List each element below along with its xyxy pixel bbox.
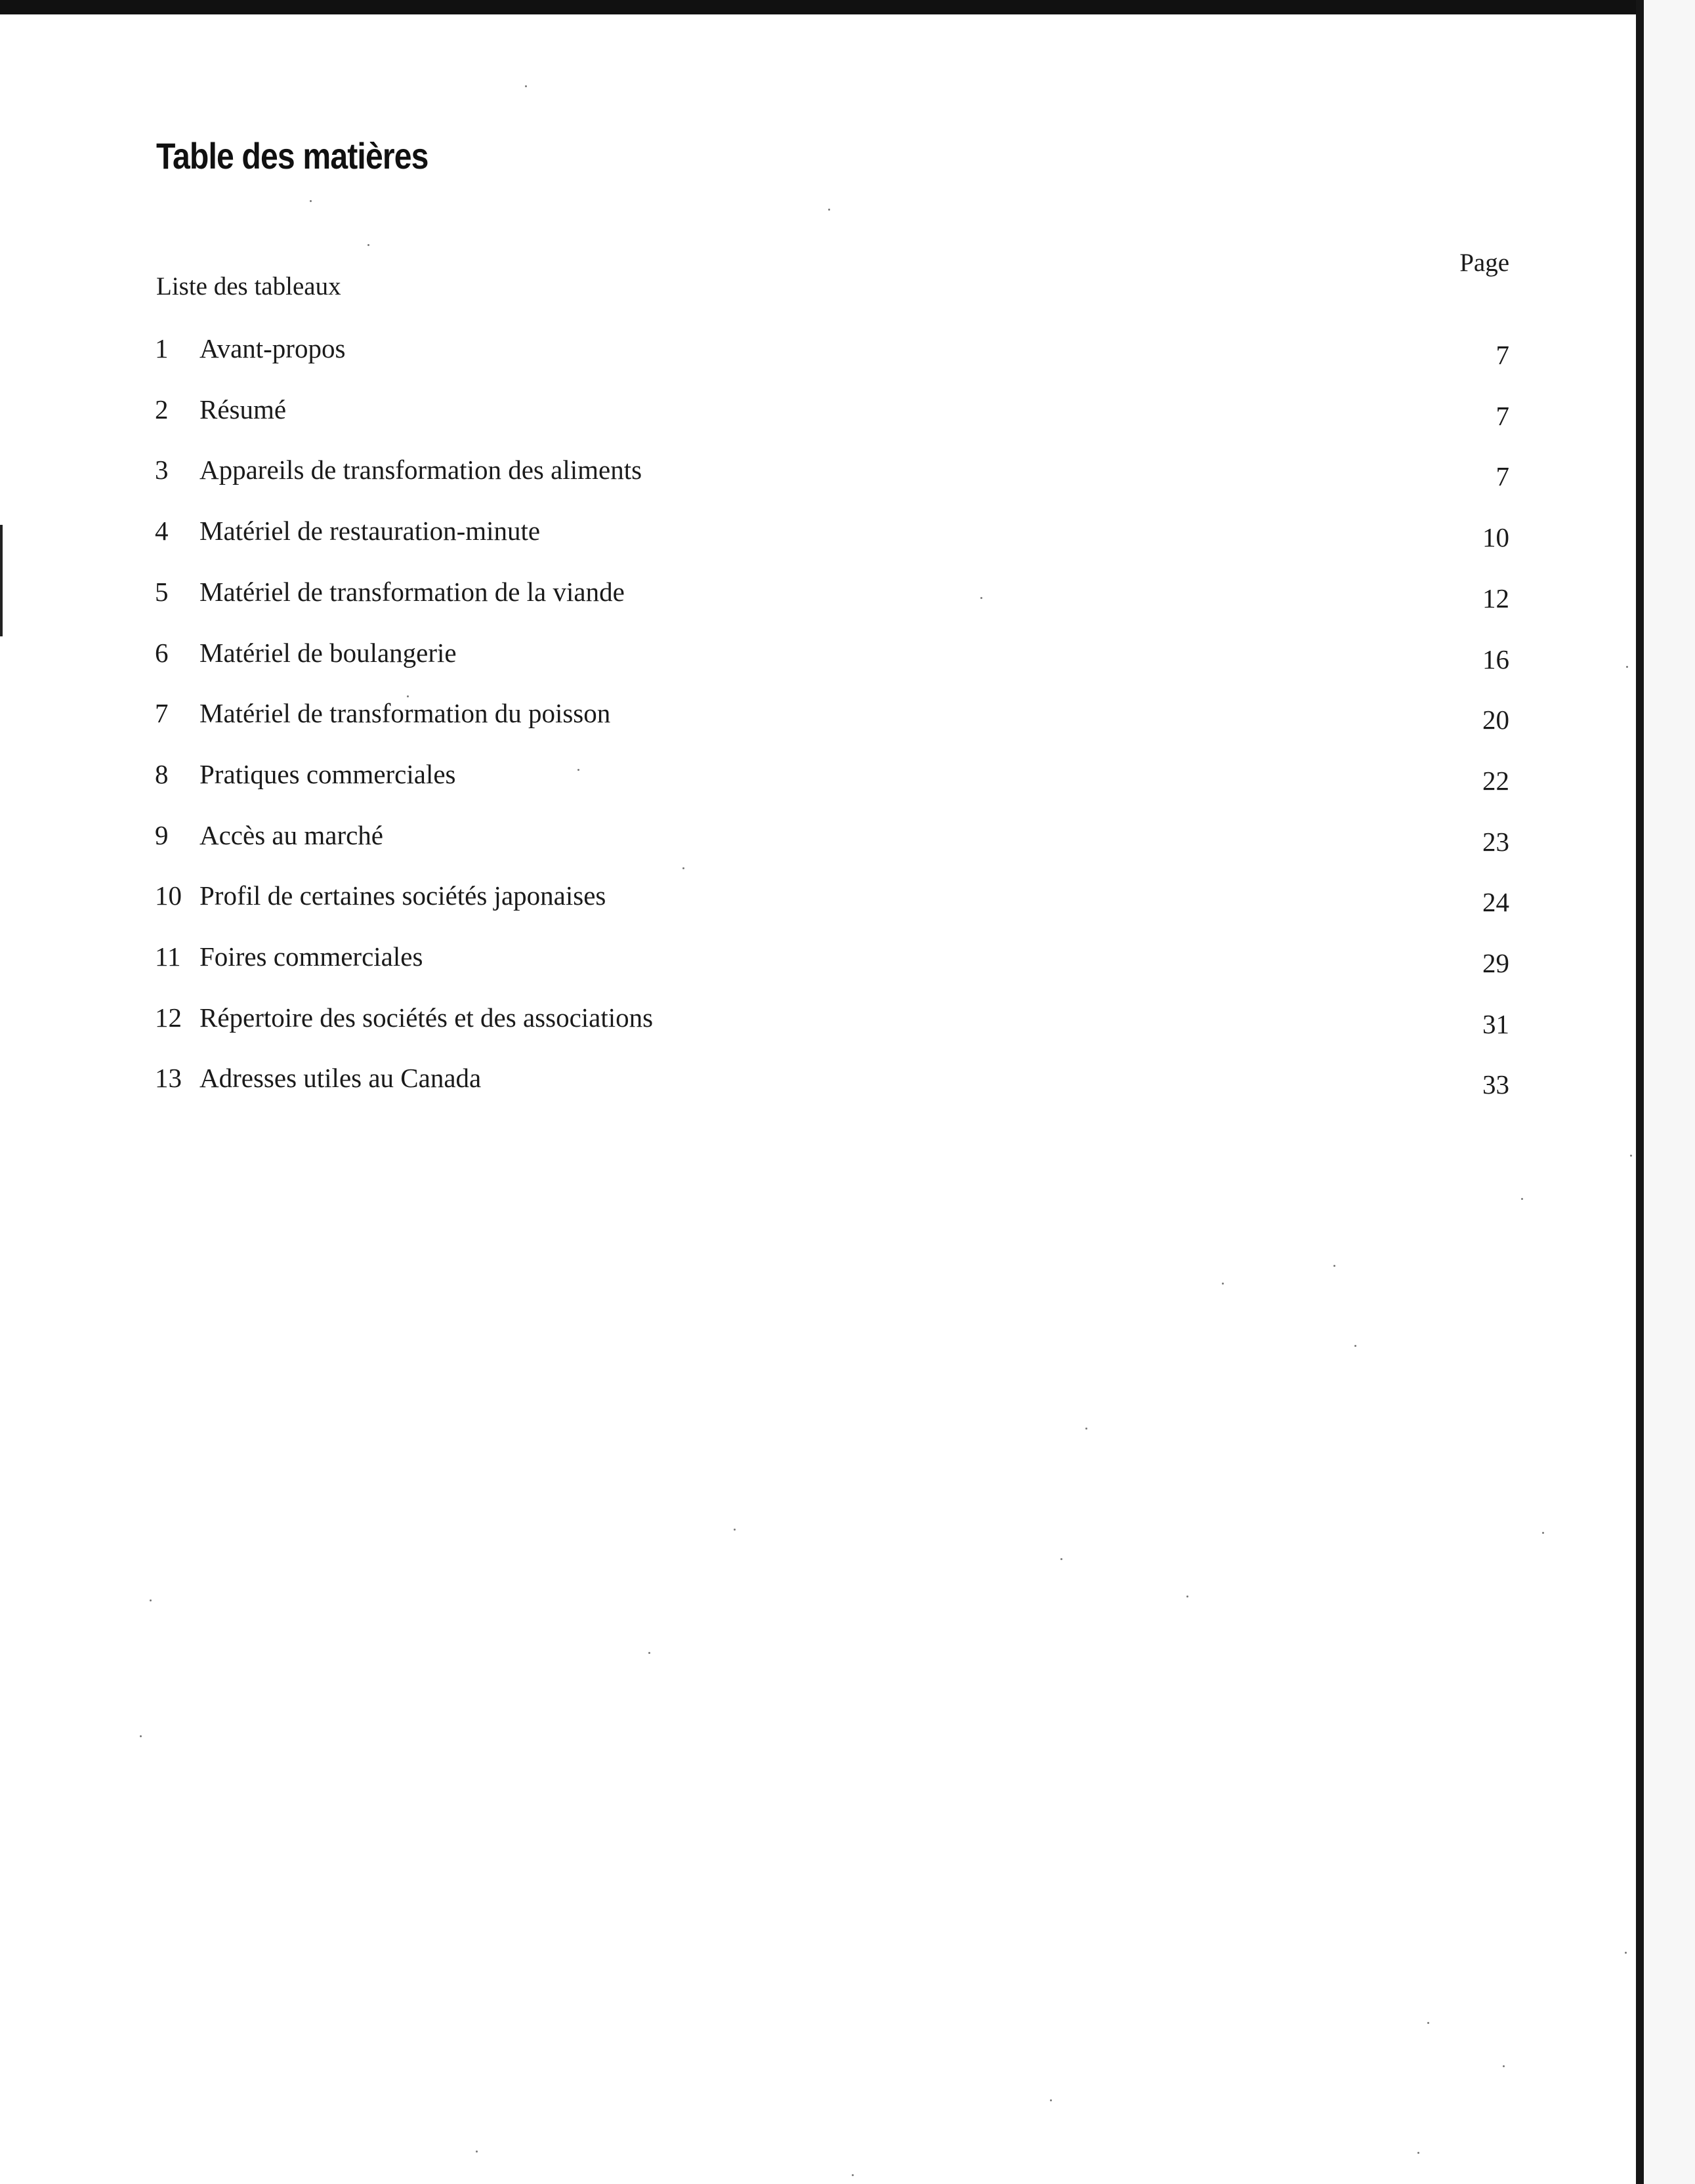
scan-speck: [1222, 1283, 1224, 1285]
toc-entry[interactable]: [155, 454, 1509, 493]
scan-speck: [310, 200, 312, 202]
scan-speck: [1050, 2099, 1052, 2101]
scan-speck: [1625, 1952, 1627, 1954]
toc-entry-page: 20: [1482, 705, 1509, 735]
scan-speck: [1333, 1265, 1335, 1267]
toc-entry[interactable]: [155, 394, 1509, 433]
toc-entry[interactable]: [155, 1062, 1509, 1102]
toc-entry[interactable]: [155, 576, 1509, 615]
toc-entry-label: Résumé: [199, 394, 287, 424]
toc-entry-page: 23: [1482, 826, 1509, 857]
scan-speck: [682, 867, 684, 869]
toc-entry-label: Pratiques commerciales: [199, 758, 456, 789]
scan-speck: [525, 85, 527, 87]
scan-speck: [367, 244, 369, 246]
toc-entry-label: Matériel de restauration-minute: [199, 516, 541, 546]
toc-entry[interactable]: [155, 880, 1509, 919]
scan-speck: [1521, 1198, 1523, 1200]
scan-speck: [1186, 1596, 1188, 1597]
scan-speck: [1626, 666, 1628, 668]
scan-speck: [980, 597, 982, 599]
scan-speck: [852, 2174, 854, 2176]
toc-entry[interactable]: [155, 819, 1509, 859]
toc-entry-label: Avant-propos: [199, 333, 346, 363]
scan-speck: [1542, 1532, 1544, 1534]
page-title: Table des matières: [156, 135, 429, 176]
scan-speck: [577, 769, 579, 771]
toc-entry[interactable]: [155, 941, 1509, 980]
toc-entry-number: 4: [155, 516, 169, 546]
scan-speck: [1427, 2022, 1429, 2024]
toc-entry-number: 8: [155, 758, 169, 789]
toc-entry-label: Foires commerciales: [199, 941, 423, 972]
toc-entry[interactable]: [155, 697, 1509, 737]
toc-entry-page: 22: [1482, 765, 1509, 796]
toc-entry-number: 1: [155, 333, 169, 363]
scan-speck: [1354, 1345, 1356, 1347]
toc-entry[interactable]: [155, 1002, 1509, 1041]
toc-entry-number: 12: [155, 1002, 182, 1033]
scan-speck: [1060, 1558, 1062, 1560]
toc-entry-page: 29: [1482, 948, 1509, 978]
toc-entry-page: 31: [1482, 1008, 1509, 1039]
toc-entry[interactable]: [155, 758, 1509, 798]
scan-speck: [1503, 2065, 1505, 2067]
toc-entry-page: 7: [1496, 340, 1509, 370]
scan-speck: [1417, 2152, 1419, 2154]
scan-speck: [407, 695, 409, 697]
toc-entry-label: Accès au marché: [199, 819, 383, 850]
scan-speck: [828, 209, 830, 211]
scan-speck: [140, 1735, 142, 1737]
toc-entry-page: 7: [1496, 400, 1509, 431]
scan-speck: [1085, 1428, 1087, 1430]
toc-entry-number: 5: [155, 576, 169, 607]
toc-entry-number: 2: [155, 394, 169, 424]
toc-entry-label: Appareils de transformation des aliments: [199, 455, 642, 485]
scan-speck: [150, 1599, 152, 1601]
toc-entry[interactable]: [155, 333, 1509, 372]
toc-entry-label: Profil de certaines sociétés japonaises: [199, 880, 606, 911]
list-of-tables-link[interactable]: Liste des tableaux: [156, 272, 341, 300]
toc-entry[interactable]: [155, 515, 1509, 554]
toc-entry-page: 24: [1482, 887, 1509, 918]
toc-entry-page: 12: [1482, 583, 1509, 613]
scan-speck: [1630, 1155, 1632, 1157]
toc-entry-page: 33: [1482, 1069, 1509, 1100]
toc-entry-number: 13: [155, 1063, 182, 1094]
toc-entry-label: Adresses utiles au Canada: [199, 1063, 482, 1094]
toc-entry-page: 10: [1482, 522, 1509, 553]
scan-speck: [476, 2151, 478, 2153]
toc-entry-label: Matériel de transformation du poisson: [199, 698, 611, 729]
toc-entry-number: 10: [155, 880, 182, 911]
toc-entry[interactable]: [155, 637, 1509, 676]
toc-entry-number: 3: [155, 455, 169, 485]
toc-entry-page: 7: [1496, 461, 1509, 492]
toc-entry-number: 7: [155, 698, 169, 729]
page-column-header: Page: [1459, 249, 1509, 277]
toc-entry-number: 9: [155, 819, 169, 850]
toc-entry-number: 11: [155, 941, 181, 972]
toc-entry-label: Répertoire des sociétés et des associations: [199, 1002, 654, 1033]
toc-entry-label: Matériel de boulangerie: [199, 637, 457, 668]
toc-entry-page: 16: [1482, 644, 1509, 674]
scan-speck: [648, 1652, 650, 1654]
toc-entry-number: 6: [155, 637, 169, 668]
toc-entry-label: Matériel de transformation de la viande: [199, 576, 625, 607]
scan-speck: [734, 1529, 736, 1531]
